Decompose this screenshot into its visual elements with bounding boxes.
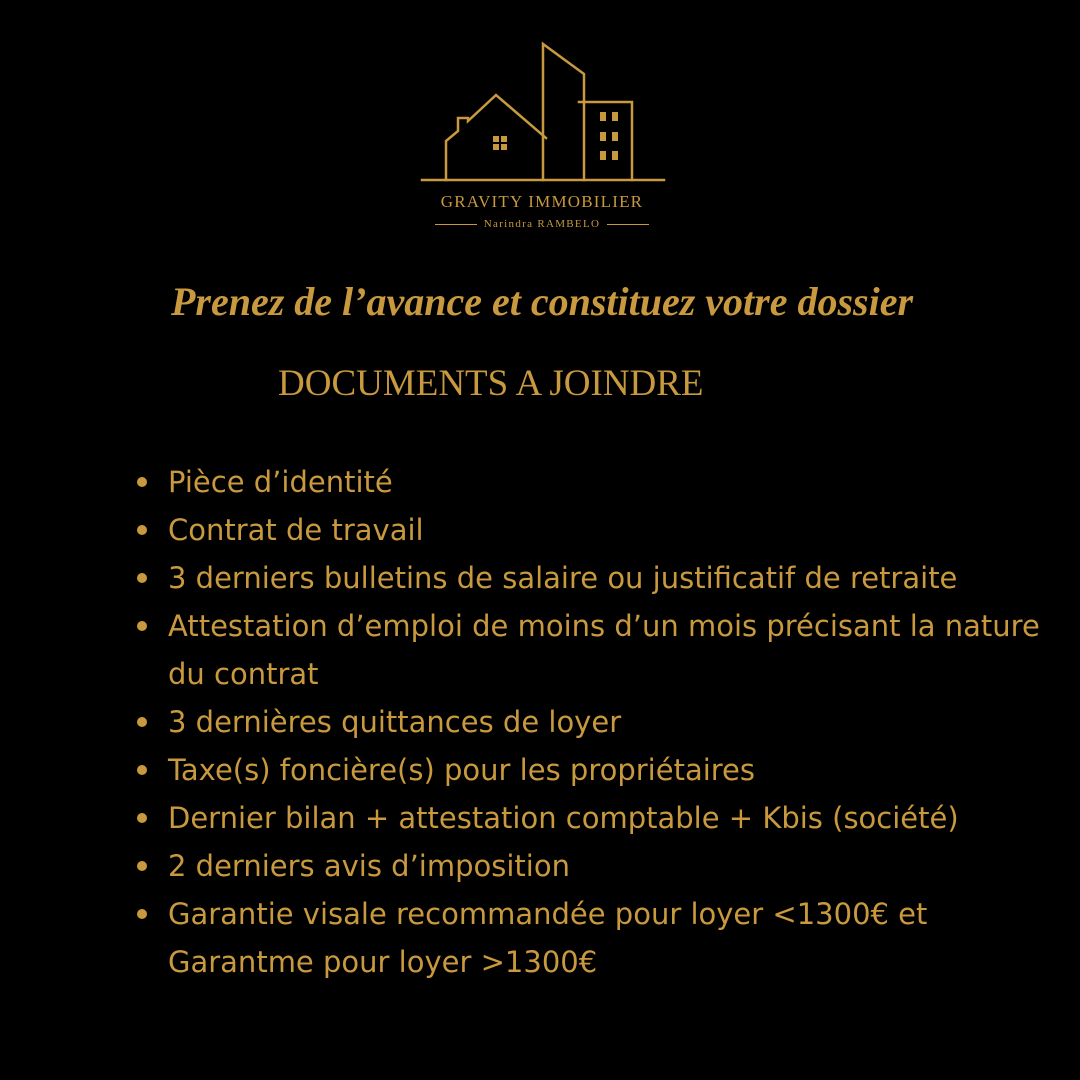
brand-agent-name: Narindra RAMBELO: [483, 218, 601, 230]
document-label: 3 derniers bulletins de salaire ou justificatif de retraite: [168, 561, 958, 595]
list-item: [136, 890, 1056, 986]
section-title: DOCUMENTS A JOINDRE: [278, 363, 704, 404]
bullet-icon: [137, 813, 147, 823]
document-label: Dernier bilan + attestation comptable + Kbis (société): [168, 801, 959, 835]
list-item: [136, 698, 1056, 746]
divider-line: [435, 224, 477, 225]
document-label: 3 dernières quittances de loyer: [168, 705, 622, 739]
bullet-icon: [137, 477, 147, 487]
bullet-icon: [137, 525, 147, 535]
tagline: Prenez de l’avance et constituez votre dossier: [170, 279, 914, 324]
document-label: Contrat de travail: [168, 513, 424, 547]
bullet-icon: [137, 909, 147, 919]
document-label: Taxe(s) foncière(s) pour les propriétaires: [168, 753, 756, 787]
list-item: [136, 602, 1056, 698]
divider-line: [607, 224, 649, 225]
bullet-icon: [137, 861, 147, 871]
document-label: Attestation d’emploi de moins d’un mois précisant la nature du contrat: [168, 609, 1040, 691]
document-label: Garantie visale recommandée pour loyer <1300€ et Garantme pour loyer >1300€: [168, 897, 928, 979]
list-item: [136, 842, 1056, 890]
brand-name: GRAVITY IMMOBILIER: [440, 192, 644, 211]
list-item: [136, 506, 1056, 554]
bullet-icon: [137, 621, 147, 631]
list-item: [136, 794, 1056, 842]
list-item: [136, 746, 1056, 794]
house-buildings-logo-icon: [416, 38, 668, 188]
list-item: [136, 554, 1056, 602]
documents-list: [136, 458, 1056, 986]
document-label: Pièce d’identité: [168, 465, 393, 499]
brand-logo: [416, 38, 668, 238]
brand-subtitle-row: [416, 218, 668, 230]
list-item: [136, 458, 1056, 506]
document-label: 2 derniers avis d’imposition: [168, 849, 570, 883]
bullet-icon: [137, 765, 147, 775]
bullet-icon: [137, 717, 147, 727]
bullet-icon: [137, 573, 147, 583]
